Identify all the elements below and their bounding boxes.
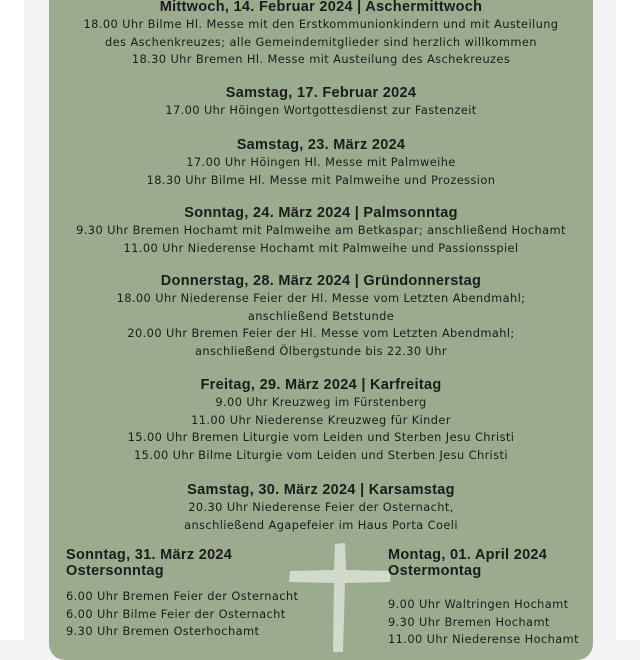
event-heading: Samstag, 30. März 2024 | Karsamstag	[187, 482, 455, 498]
event-line: 18.00 Uhr Niederense Feier der Hl. Messe vom Letzten Abendmahl;	[116, 291, 526, 305]
event-line: 9.00 Uhr Kreuzweg im Fürstenberg	[215, 395, 427, 409]
event-line: 11.00 Uhr Niederense Hochamt	[388, 632, 580, 647]
page-margin-left	[0, 0, 24, 640]
easter-sunday-heading: Sonntag, 31. März 2024	[66, 547, 233, 563]
event-heading: Donnerstag, 28. März 2024 | Gründonnerstag	[160, 273, 482, 289]
event-line: 17.00 Uhr Höingen Hl. Messe mit Palmweihe	[186, 155, 456, 169]
event-line: 6.00 Uhr Bremen Feier der Osternacht	[66, 589, 299, 603]
event-line: 15.00 Uhr Bremen Liturgie vom Leiden und Sterben Jesu Christi	[127, 430, 515, 445]
event-mar-23	[49, 136, 593, 189]
event-heading: Samstag, 17. Februar 2024	[225, 85, 417, 101]
easter-sunday-subheading: Ostersonntag	[66, 563, 164, 579]
event-line: 9.30 Uhr Bremen Hochamt	[388, 614, 550, 629]
event-heading: Samstag, 23. März 2024	[236, 137, 406, 153]
event-line: 15.00 Uhr Bilme Liturgie vom Leiden und Sterben Jesu Christi	[134, 447, 508, 462]
event-line: 18.30 Uhr Bremen Hl. Messe mit Austeilung des Aschekreuzes	[131, 52, 511, 67]
event-heading: Sonntag, 24. März 2024 | Palmsonntag	[184, 205, 458, 221]
event-heading: Mittwoch, 14. Februar 2024 | Aschermittwoch	[159, 0, 483, 15]
easter-monday-heading: Montag, 01. April 2024	[388, 547, 548, 563]
event-feb-17	[49, 84, 593, 120]
event-line: 20.30 Uhr Niederense Feier der Osternacht,	[188, 500, 454, 514]
easter-monday-subheading: Ostermontag	[388, 563, 482, 579]
event-line: anschließend Betstunde	[247, 308, 395, 323]
event-line: 20.00 Uhr Bremen Feier der Hl. Messe vom Letzten Abendmahl;	[127, 326, 515, 341]
event-line: 9.30 Uhr Bremen Osterhochamt	[66, 624, 260, 639]
event-line: 9.30 Uhr Bremen Hochamt mit Palmweihe am Betkaspar; anschließend Hochamt	[76, 223, 566, 237]
event-line: 11.00 Uhr Niederense Kreuzweg für Kinder	[191, 412, 451, 427]
event-line: anschließend Agapefeier im Haus Porta Coeli	[184, 517, 458, 532]
event-line: 17.00 Uhr Höingen Wortgottesdienst zur Fastenzeit	[165, 103, 477, 117]
event-palm-sunday	[49, 204, 593, 257]
schedule-card	[49, 0, 593, 660]
event-line: 9.00 Uhr Waltringen Hochamt	[388, 597, 569, 611]
event-line: 18.00 Uhr Bilme Hl. Messe mit den Erstkommunionkindern und mit Austeilung	[83, 17, 559, 31]
event-maundy-thursday	[49, 272, 593, 360]
easter-monday-column	[388, 547, 579, 649]
event-line: 11.00 Uhr Niederense Hochamt mit Palmweihe und Passionsspiel	[123, 240, 519, 255]
event-good-friday	[49, 376, 593, 464]
event-heading: Freitag, 29. März 2024 | Karfreitag	[200, 377, 442, 393]
event-ash-wednesday	[49, 0, 593, 69]
event-line: des Aschenkreuzes; alle Gemeindemitglieder sind herzlich willkommen	[105, 34, 537, 49]
cross-icon	[287, 542, 393, 652]
event-line: anschließend Ölbergstunde bis 22.30 Uhr	[194, 343, 447, 358]
page-margin-right	[616, 0, 640, 640]
event-line: 18.30 Uhr Bilme Hl. Messe mit Palmweihe und Prozession	[146, 172, 496, 187]
event-line: 6.00 Uhr Bilme Feier der Osternacht	[66, 606, 286, 621]
easter-sunday-column	[66, 547, 298, 641]
event-holy-saturday	[49, 481, 593, 534]
